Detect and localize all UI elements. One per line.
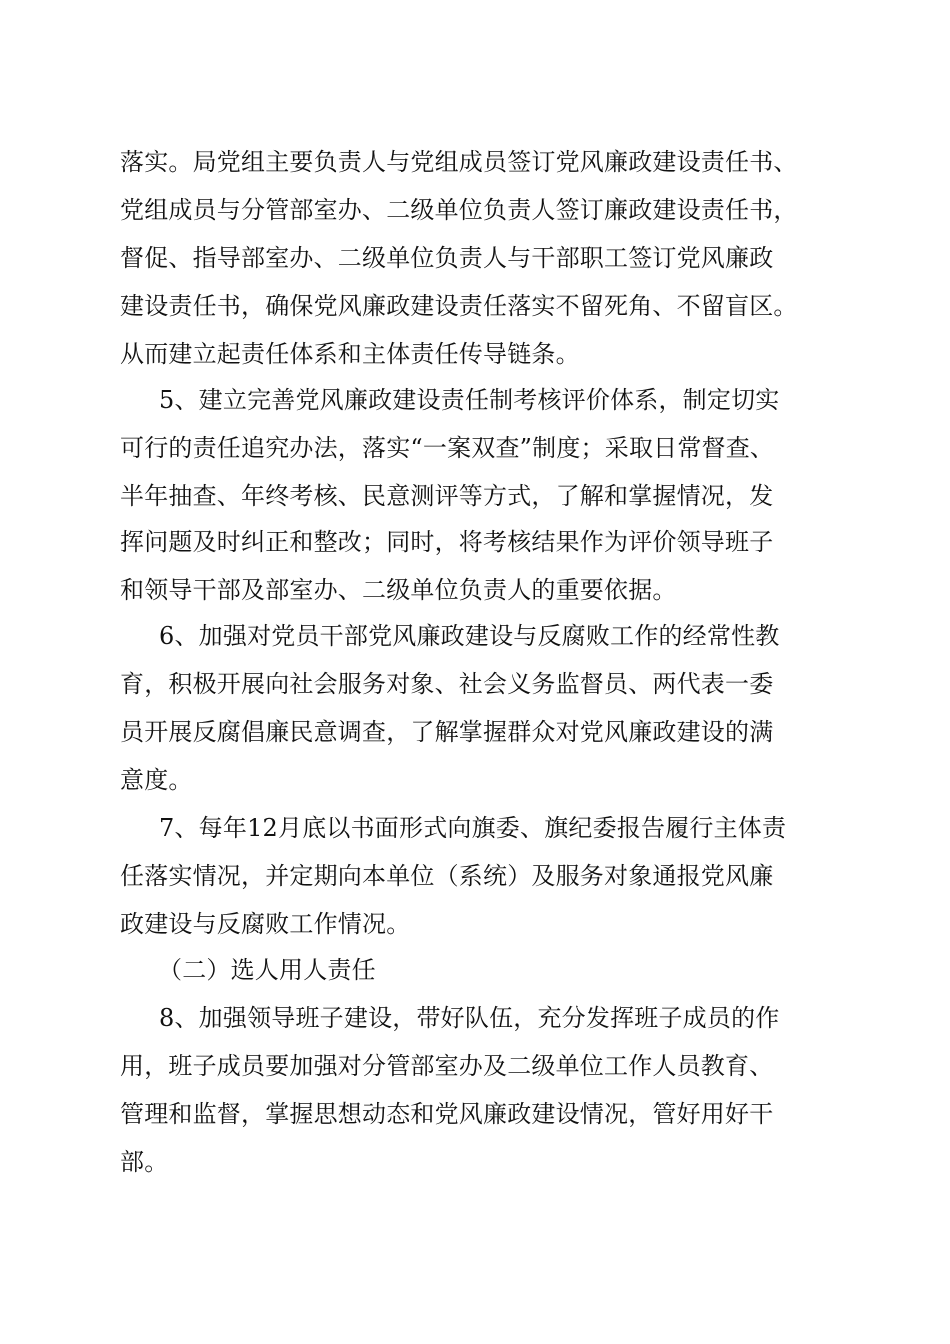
body-text-line: 任落实情况，并定期向本单位（系统）及服务对象通报党风廉 [120, 862, 774, 890]
body-text-line: 用，班子成员要加强对分管部室办及二级单位工作人员教育、 [120, 1052, 774, 1080]
body-text-line: 育，积极开展向社会服务对象、社会义务监督员、两代表一委 [120, 670, 774, 698]
body-text-line: 员开展反腐倡廉民意调查，了解掌握群众对党风廉政建设的满 [120, 718, 774, 746]
body-text-line: 挥问题及时纠正和整改；同时，将考核结果作为评价领导班子 [120, 528, 774, 556]
body-text-line: 可行的责任追究办法，落实“一案双查”制度；采取日常督查、 [120, 434, 775, 462]
body-text-line: 半年抽查、年终考核、民意测评等方式，了解和掌握情况，发 [120, 482, 774, 510]
numbered-item-8: 8、加强领导班子建设，带好队伍，充分发挥班子成员的作 [159, 1004, 780, 1032]
body-text-line: 意度。 [120, 766, 193, 794]
body-text-line: 党组成员与分管部室办、二级单位负责人签订廉政建设责任书， [120, 196, 798, 224]
section-heading: （二）选人用人责任 [158, 956, 376, 984]
numbered-item-7: 7、每年12月底以书面形式向旗委、旗纪委报告履行主体责 [159, 814, 787, 842]
body-text-line: 督促、指导部室办、二级单位负责人与干部职工签订党风廉政 [120, 244, 774, 272]
body-text-line: 从而建立起责任体系和主体责任传导链条。 [120, 340, 580, 368]
body-text-line: 政建设与反腐败工作情况。 [120, 910, 411, 938]
body-text-line: 部。 [120, 1148, 169, 1176]
numbered-item-5: 5、建立完善党风廉政建设责任制考核评价体系，制定切实 [159, 386, 780, 414]
body-text-line: 建设责任书，确保党风廉政建设责任落实不留死角、不留盲区。 [120, 292, 798, 320]
numbered-item-6: 6、加强对党员干部党风廉政建设与反腐败工作的经常性教 [159, 622, 780, 650]
body-text-line: 管理和监督，掌握思想动态和党风廉政建设情况，管好用好干 [120, 1100, 774, 1128]
body-text-line: 落实。局党组主要负责人与党组成员签订党风廉政建设责任书、 [120, 148, 798, 176]
body-text-line: 和领导干部及部室办、二级单位负责人的重要依据。 [120, 576, 677, 604]
